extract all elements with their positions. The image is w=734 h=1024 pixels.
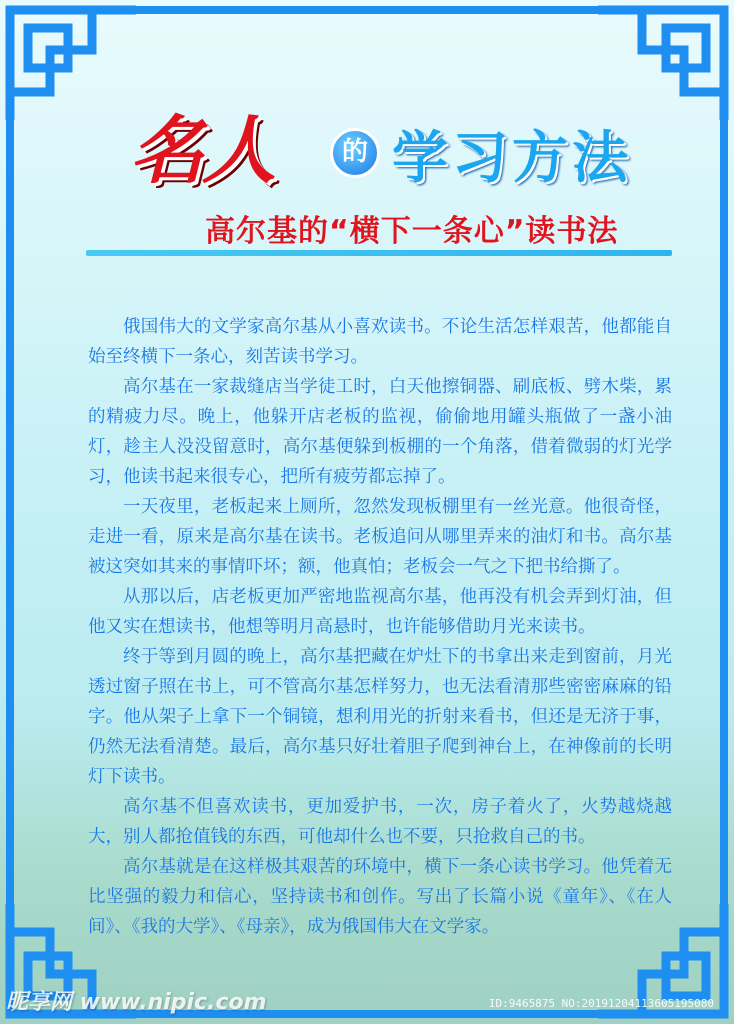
paragraph: 一天夜里，老板起来上厕所，忽然发现板棚里有一丝光意。他很奇怪，走进一看，原来是高尔基在读书。老板追问从哪里弄来的油灯和书。高尔基被这突如其来的事情吓坏；额，他真怕；老板会一气之下把书给撕了。: [88, 497, 672, 577]
title-rest-text: 学习方法: [392, 126, 632, 191]
paragraph: 从那以后，店老板更加严密地监视高尔基，他再没有机会弄到灯油，但他又实在想读书，他想等明月高悬时，也许能够借助月光来读书。: [88, 587, 672, 637]
poster-subtitle: 高尔基的“横下一条心”读书法: [205, 214, 619, 249]
watermark-id: ID:9465875 NO:20191204113605195080: [488, 997, 714, 1010]
poster-title: [120, 92, 680, 202]
title-divider: [86, 250, 672, 256]
frame-left-line: [6, 120, 14, 904]
paragraph: 俄国伟大的文学家高尔基从小喜欢读书。不论生活怎样艰苦，他都能自始至终横下一条心，刻苦读书学习。: [88, 317, 672, 367]
corner-ornament-top-left: [0, 0, 136, 120]
paragraph: 终于等到月圆的晚上，高尔基把藏在炉灶下的书拿出来走到窗前，月光透过窗子照在书上，可不管高尔基怎样努力，也无法看清那些密密麻麻的铅字。他从架子上拿下一个铜镜，想利用光的折射来看书，但还是无济于事，仍然无法看清楚。最后，高尔基只好壮着胆子爬到神台上，在神像前的长明灯下读书。: [88, 647, 672, 787]
paragraph: 高尔基就是在这样极其艰苦的环境中，横下一条心读书学习。他凭着无比坚强的毅力和信心，坚持读书和创作。写出了长篇小说《童年》、《在人间》、《我的大学》、《母亲》，成为俄国伟大在文学家。: [88, 857, 672, 937]
paragraph: 高尔基在一家裁缝店当学徒工时，白天他擦铜器、刷底板、劈木柴，累的精疲力尽。晚上，他躲开店老板的监视，偷偷地用罐头瓶做了一盏小油灯，趁主人没没留意时，高尔基便躲到板棚的一个角落，借着微弱的灯光学习，他读书起来很专心，把所有疲劳都忘掉了。: [88, 377, 672, 487]
frame-right-line: [720, 120, 728, 904]
title-main-text: 名人: [130, 108, 274, 194]
frame-top-line: [136, 6, 598, 14]
title-connector-badge: 的: [330, 128, 380, 178]
article-body: [88, 312, 672, 942]
paragraph: 高尔基不但喜欢读书，更加爱护书，一次，房子着火了，火势越烧越大，别人都抢值钱的东西，可他却什么也不要，只抢救自己的书。: [88, 797, 672, 847]
watermark-logo: 昵享网 www.nipic.com: [6, 990, 267, 1015]
